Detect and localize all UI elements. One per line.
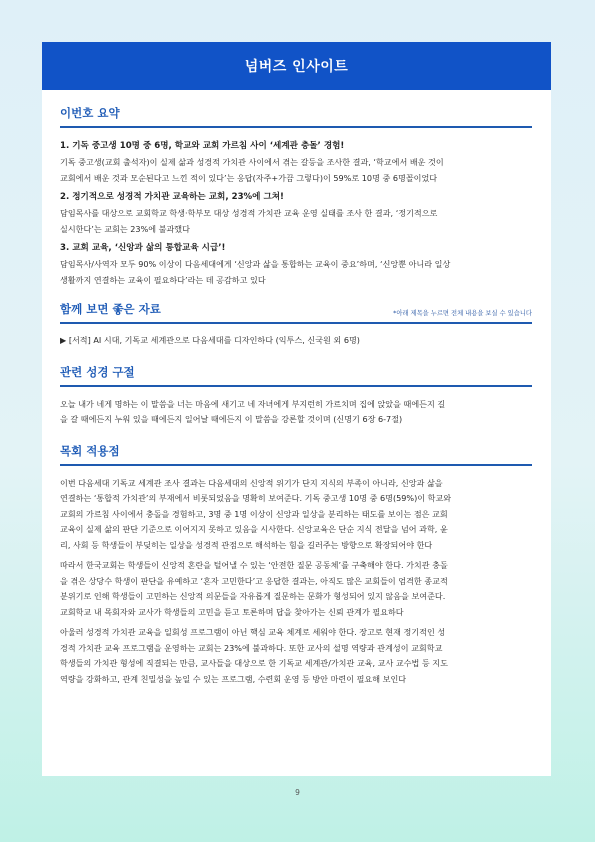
scripture-heading: 관련 성경 구절 — [60, 364, 135, 379]
summary-item-body — [60, 257, 532, 288]
application-line: 교회의 가르침 사이에서 충돌을 경험하고, 3명 중 1명 이상이 신앙과 일상을 분리하는 태도를 보이는 점은 교회 — [60, 508, 448, 519]
application-paragraph — [60, 476, 532, 554]
summary-item-line: 기독 중고생(교회 출석자)이 실제 삶과 성경적 가치관 사이에서 겪는 갈등을 조사한 결과, ‘학교에서 배운 것이 — [60, 157, 444, 167]
application-line: 연결하는 ‘통합적 가치관’의 부재에서 비롯되었음을 명확히 보여준다. 기독 중고생 10명 중 6명(59%)이 학교와 — [60, 493, 452, 503]
application-heading: 목회 적용점 — [60, 443, 120, 458]
application-line: 리, 사회 등 학생들이 부딪히는 일상을 성경적 관점으로 해석하는 힘을 길러주는 방향으로 확장되어야 한다 — [60, 539, 433, 550]
banner-title: 넘버즈 인사이트 — [244, 59, 349, 75]
page-sheet — [42, 42, 551, 776]
application-paragraph — [60, 558, 532, 620]
summary-item — [60, 190, 532, 237]
application-header — [60, 443, 532, 466]
application-line: 따라서 한국교회는 학생들이 신앙적 혼란을 털어낼 수 있는 ‘안전한 질문 공동체’를 구축해야 한다. 가치관 충돌 — [60, 560, 448, 570]
application-line: 분위기로 인해 학생들이 고민하는 신앙적 의문들을 자유롭게 질문하는 문화가 형성되어 있지 않음을 보여준다. — [60, 591, 446, 601]
application-line: 이번 다음세대 기독교 세계관 조사 결과는 다음세대의 신앙적 위기가 단지 지식의 부족이 아니라, 신앙과 삶을 — [60, 477, 443, 488]
resources-heading: 함께 보면 좋은 자료 — [60, 302, 161, 316]
resource-link-text[interactable]: [서적] AI 시대, 기독교 세계관으로 다음세대를 디자인하다 (익투스, 신국원 외 6명) — [68, 335, 360, 345]
resources-note: *아래 제목을 누르면 전체 내용을 보실 수 있습니다 — [393, 310, 532, 317]
summary-item-line: 생활까지 연결하는 교육이 필요하다’라는 데 공감하고 있다 — [60, 274, 266, 285]
application-line: 경적 가치관 교육 프로그램을 운영하는 교회는 23%에 불과하다. 또한 교사의 설명 역량과 관계성이 교회학교 — [60, 642, 443, 653]
summary-item-body — [60, 155, 532, 186]
scripture-line: 오늘 내가 네게 명하는 이 말씀을 너는 마음에 새기고 네 자녀에게 부지런히 가르치며 집에 앉았을 때에든지 길 — [60, 398, 446, 409]
summary-item-title: 2. 정기적으로 성경적 가치관 교육하는 교회, 23%에 그쳐! — [60, 192, 284, 202]
application-line: 아울러 성경적 가치관 교육을 일회성 프로그램이 아닌 핵심 교육 체계로 세워야 한다. 장고로 현재 정기적인 성 — [60, 627, 446, 637]
application-line: 교육이 실제 삶의 판단 기준으로 이어지지 못하고 있음을 시사한다. 신앙교육은 단순 지식 전달을 넘어 과학, 윤 — [60, 524, 448, 534]
resources-header — [60, 301, 532, 324]
summary-item-body — [60, 206, 532, 237]
scripture-line: 을 갈 때에든지 누워 있을 때에든지 일어날 때에든지 이 말씀을 강론할 것이며 (신명기 6장 6-7절) — [60, 414, 403, 424]
summary-item-line: 담임목사/사역자 모두 90% 이상이 다음세대에게 ‘신앙과 삶을 통합하는 교육이 중요’하며, ‘신앙뿐 아니라 일상 — [60, 259, 451, 269]
page-content — [42, 105, 551, 687]
application-paragraph — [60, 625, 532, 687]
application-line: 학생들의 가치관 형성에 직결되는 만큼, 교사들을 대상으로 한 기독교 세계관/가치관 교육, 교사 교수법 등 지도 — [60, 658, 448, 668]
scripture-header — [60, 364, 532, 387]
application-line: 교회학교 내 목회자와 교사가 학생들의 고민을 듣고 토론하며 답을 찾아가는 신뢰 관계가 필요하다 — [60, 606, 404, 617]
summary-item — [60, 241, 532, 288]
summary-heading: 이번호 요약 — [60, 106, 120, 120]
application-line: 역량을 강화하고, 관계 친밀성을 높일 수 있는 프로그램, 수련회 운영 등 방안 마련이 필요해 보인다 — [60, 673, 407, 684]
triangle-bullet-icon: ▶ — [60, 335, 67, 345]
scripture-body — [60, 397, 532, 428]
summary-item-title: 3. 교회 교육, ‘신앙과 삶의 통합교육 시급’! — [60, 243, 226, 253]
resource-link[interactable] — [60, 333, 532, 349]
summary-item-line: 담임목사를 대상으로 교회학교 학생·학부모 대상 성경적 가치관 교육 운영 실태를 조사 한 결과, ‘정기적으로 — [60, 208, 438, 218]
page-number: 9 — [295, 788, 300, 797]
summary-item-title: 1. 기독 중고생 10명 중 6명, 학교와 교회 가르침 사이 ‘세계관 충돌’ 경험! — [60, 141, 345, 151]
summary-header — [60, 105, 532, 128]
summary-item — [60, 139, 532, 186]
summary-item-line: 실시한다’는 교회는 23%에 불과했다 — [60, 223, 190, 234]
application-line: 을 겪은 상당수 학생이 판단을 유예하고 ‘혼자 고민한다’고 응답한 결과는, 아직도 많은 교회들이 엄격한 종교적 — [60, 575, 448, 586]
page-banner — [42, 42, 551, 90]
summary-item-line: 교회에서 배운 것과 모순된다고 느낀 적이 있다’는 응답(자주+가끔 그렇다)이 59%로 10명 중 6명꼴이었다 — [60, 172, 438, 183]
